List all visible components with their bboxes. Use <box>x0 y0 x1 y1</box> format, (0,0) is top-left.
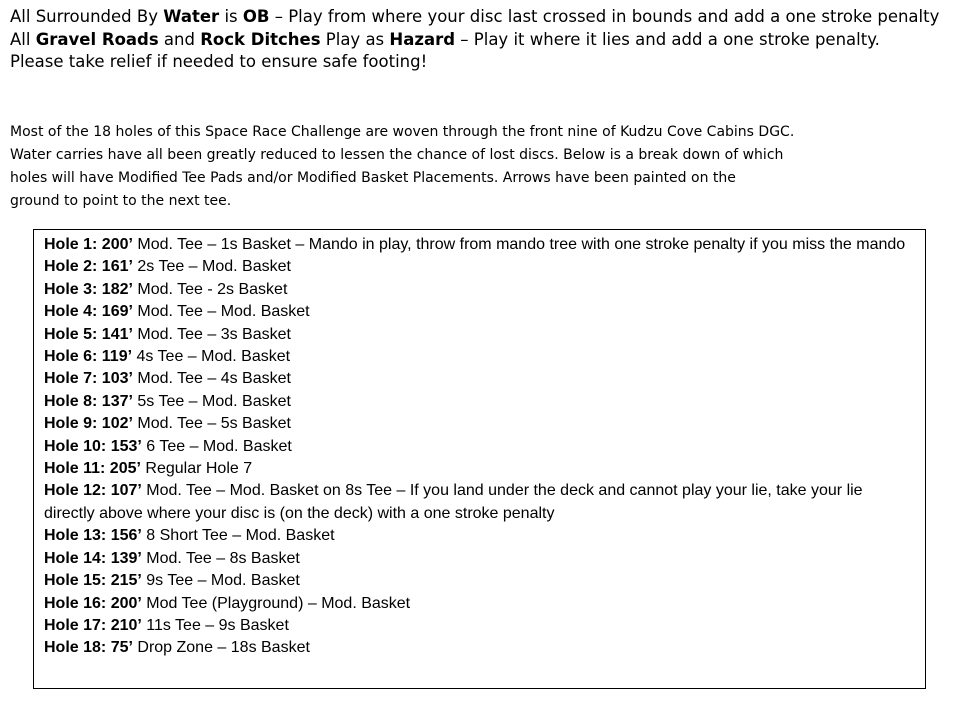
hole-desc: 4s Tee – Mod. Basket <box>132 348 291 366</box>
ob-rule-rest: – Play from where your disc last crossed in bounds and add a one stroke penalty <box>269 7 940 26</box>
hazard-rule-play-as: Play as <box>320 29 390 49</box>
hole-item <box>44 391 915 413</box>
hole-desc: Drop Zone – 18s Basket <box>132 639 310 657</box>
hole-item <box>44 480 915 525</box>
hole-item <box>44 279 915 301</box>
hole-desc: Mod. Tee – 4s Basket <box>132 370 291 388</box>
hole-label: Hole 16: 200’ <box>44 594 142 612</box>
hole-label: Hole 11: 205’ <box>44 460 141 478</box>
hole-desc: 8 Short Tee – Mod. Basket <box>141 527 335 545</box>
hole-item <box>44 324 915 346</box>
hole-desc: 2s Tee – Mod. Basket <box>132 258 291 276</box>
hole-label: Hole 9: 102’ <box>44 415 133 433</box>
hole-label: Hole 1: 200’ <box>44 236 133 253</box>
hole-item <box>44 570 915 592</box>
ob-rule-ob: OB <box>242 7 270 26</box>
hole-desc: 5s Tee – Mod. Basket <box>132 392 291 410</box>
ob-rule-is: is <box>219 7 243 26</box>
hole-label: Hole 7: 103’ <box>44 370 133 388</box>
hole-label: Hole 18: 75’ <box>44 639 133 657</box>
relief-note: Please take relief if needed to ensure safe footing! <box>10 52 428 71</box>
hole-desc: 11s Tee – 9s Basket <box>141 616 289 634</box>
intro-paragraph <box>10 121 890 213</box>
hole-desc: Regular Hole 7 <box>140 460 253 478</box>
hole-desc: 9s Tee – Mod. Basket <box>141 572 300 590</box>
intro-line: Water carries have all been greatly reduced to lessen the chance of lost discs. Below is a break down of which <box>10 147 784 163</box>
hole-item <box>44 458 915 480</box>
hazard-rule-and: and <box>158 29 201 49</box>
hole-desc: Mod Tee (Playground) – Mod. Basket <box>141 594 411 612</box>
hole-label: Hole 14: 139’ <box>44 549 142 567</box>
holes-list <box>33 229 926 689</box>
hole-label: Hole 10: 153’ <box>44 437 142 455</box>
hole-label: Hole 13: 156’ <box>44 527 142 545</box>
intro-line: holes will have Modified Tee Pads and/or Modified Basket Placements. Arrows have been painted on the <box>10 170 736 186</box>
hole-item <box>44 256 915 278</box>
hole-label: Hole 4: 169’ <box>44 303 133 321</box>
hazard-rule-all: All <box>10 29 36 49</box>
hole-label: Hole 12: 107’ <box>44 482 142 500</box>
hazard-rule-gravel: Gravel Roads <box>35 29 159 49</box>
hole-desc: 6 Tee – Mod. Basket <box>141 437 292 455</box>
hole-desc: Mod. Tee – 5s Basket <box>132 415 291 433</box>
hole-item <box>44 301 915 323</box>
hole-desc: Mod. Tee – Mod. Basket <box>132 303 310 321</box>
intro-line: ground to point to the next tee. <box>10 193 232 209</box>
hole-item <box>44 234 915 256</box>
hole-label: Hole 8: 137’ <box>44 392 133 410</box>
hazard-rule <box>10 29 940 52</box>
hole-item <box>44 413 915 435</box>
intro-line: Most of the 18 holes of this Space Race Challenge are woven through the front nine of Kudzu Cove Cabins DGC. <box>10 124 795 140</box>
ob-rule-prefix: All Surrounded By <box>10 7 164 26</box>
hazard-rule-hazard: Hazard <box>389 29 456 49</box>
hole-label: Hole 15: 215’ <box>44 572 142 590</box>
hole-label: Hole 17: 210’ <box>44 616 142 634</box>
hole-desc: Mod. Tee - 2s Basket <box>132 280 288 298</box>
hole-label: Hole 2: 161’ <box>44 258 133 276</box>
course-rules <box>10 6 940 74</box>
hole-item <box>44 593 915 615</box>
hole-item <box>44 525 915 547</box>
hole-label: Hole 3: 182’ <box>44 280 133 298</box>
ob-rule-water: Water <box>163 7 220 26</box>
hole-desc: Mod. Tee – 8s Basket <box>141 549 300 567</box>
hole-item <box>44 615 915 637</box>
ob-rule <box>10 6 940 29</box>
hole-desc: Mod. Tee – 1s Basket – Mando in play, throw from mando tree with one stroke penalty if you miss the mando <box>132 236 906 253</box>
hole-item <box>44 368 915 390</box>
hole-item <box>44 436 915 458</box>
hole-label: Hole 5: 141’ <box>44 325 133 343</box>
hole-item <box>44 548 915 570</box>
hole-label: Hole 6: 119’ <box>44 348 133 366</box>
hole-item <box>44 346 915 368</box>
hole-item <box>44 637 915 659</box>
hazard-rule-rest: – Play it where it lies and add a one stroke penalty. <box>455 29 880 49</box>
hazard-rule-rock: Rock Ditches <box>200 29 321 49</box>
hole-desc: Mod. Tee – 3s Basket <box>132 325 291 343</box>
hole-desc: Mod. Tee – Mod. Basket on 8s Tee – If you land under the deck and cannot play your lie, take your lie directly above where your disc is (on the deck) with a one stroke penalty <box>44 482 863 522</box>
